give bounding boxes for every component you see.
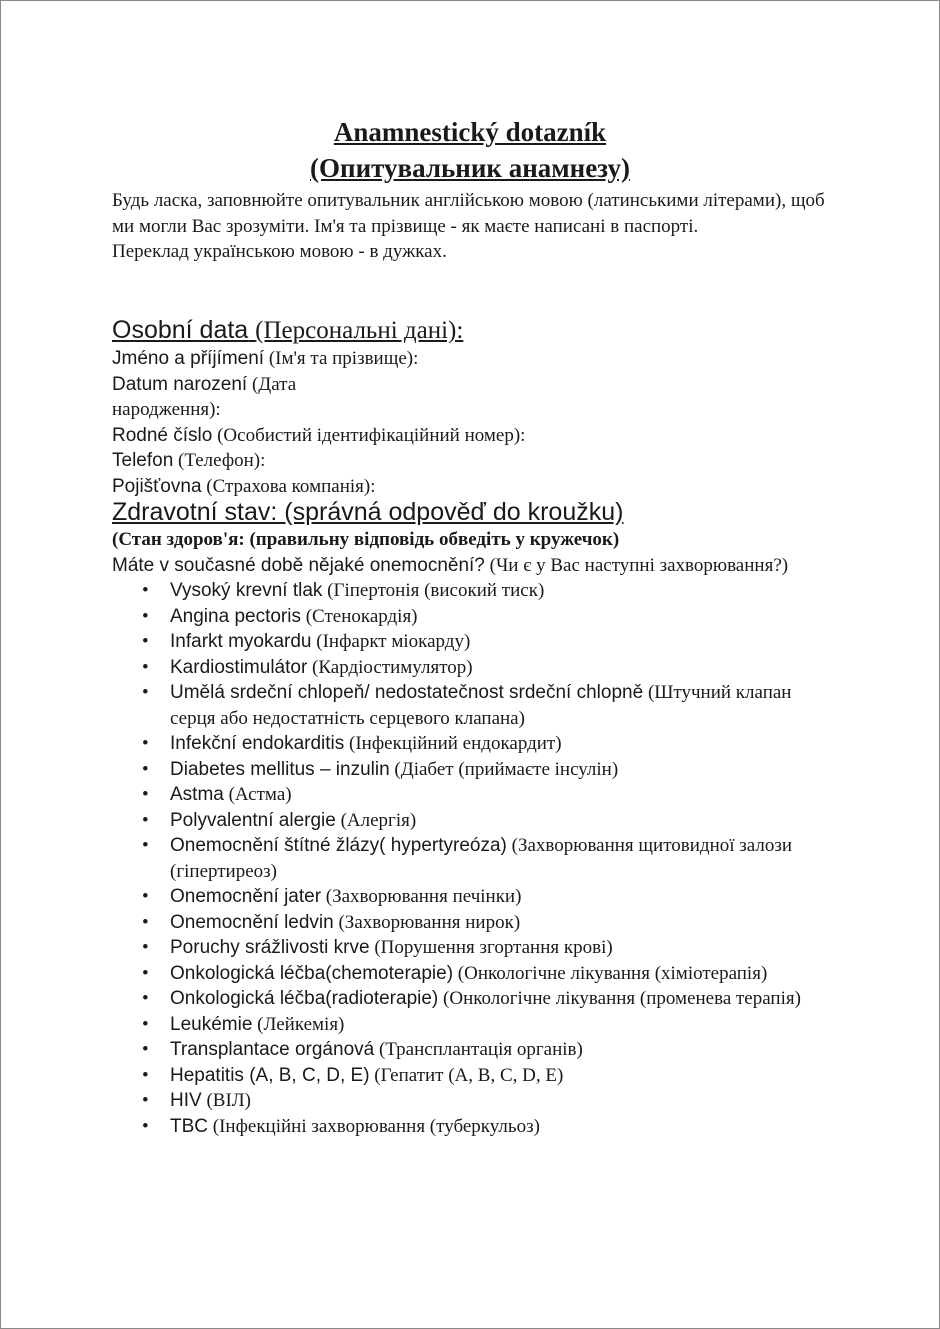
disease-item-uk: (Інфаркт міокарду)	[316, 631, 471, 652]
field-id-number	[112, 423, 852, 449]
disease-item[interactable]	[170, 655, 810, 681]
disease-item-cz: Diabetes mellitus – inzulin	[170, 758, 390, 780]
field-insurance-cz: Pojišťovna	[112, 475, 202, 497]
disease-item[interactable]	[170, 782, 810, 808]
field-birthdate-cont	[112, 397, 852, 423]
disease-item[interactable]	[170, 884, 810, 910]
disease-item-uk: (Порушення згортання крові)	[374, 937, 613, 958]
disease-item-uk: (Штучний клапан серця або недостатність серцевого клапана)	[170, 682, 792, 729]
disease-item-uk: (Захворювання печінки)	[325, 886, 522, 907]
disease-item[interactable]	[170, 1012, 810, 1038]
field-phone-cz: Telefon	[112, 450, 174, 471]
personal-data-heading	[112, 315, 852, 346]
disease-item[interactable]	[170, 604, 810, 630]
disease-item-uk: (Кардіостимулятор)	[312, 656, 473, 678]
disease-item-uk: (Захворювання щитовидної залози (гіпертиреоз)	[170, 835, 793, 882]
disease-item[interactable]	[170, 1037, 810, 1063]
disease-item-uk: (Інфекційні захворювання (туберкульоз)	[212, 1115, 540, 1137]
intro-translation-note: Переклад українською мовою - в дужках.	[112, 241, 447, 262]
disease-item-cz: Onkologická léčba(chemoterapie)	[170, 962, 454, 984]
document-title: Anamnestický dotazník	[333, 117, 607, 147]
disease-item-uk: (Онкологічне лікування (променева терапія)	[443, 988, 801, 1009]
form-body	[112, 315, 852, 1139]
intro-text	[112, 188, 832, 265]
disease-item-cz: Onemocnění štítné žlázy( hypertyreóza)	[170, 835, 507, 856]
field-insurance	[112, 474, 852, 500]
disease-item[interactable]	[170, 935, 810, 961]
disease-item-uk: (Астма)	[228, 784, 292, 805]
field-birthdate-uk: (Дата	[251, 373, 297, 395]
disease-item-cz: Poruchy srážlivosti krve	[170, 937, 370, 958]
field-insurance-uk: (Страхова компанія):	[206, 475, 376, 497]
field-phone-uk: (Телефон):	[178, 450, 266, 471]
disease-item-cz: Astma	[170, 784, 224, 805]
disease-item[interactable]	[170, 1063, 810, 1089]
disease-item[interactable]	[170, 680, 810, 731]
disease-item[interactable]	[170, 731, 810, 757]
disease-item-cz: Angina pectoris	[170, 605, 301, 627]
field-id-cz: Rodné číslo	[112, 424, 213, 446]
disease-item[interactable]	[170, 833, 810, 884]
disease-item-uk: (Захворювання нирок)	[338, 911, 521, 933]
field-name-uk: (Ім'я та прізвище):	[268, 348, 419, 369]
disease-item[interactable]	[170, 808, 810, 834]
health-status-heading: Zdravotní stav: (správná odpověď do kroužku)	[112, 498, 624, 526]
health-status-subheading: (Стан здоров'я: (правильну відповідь обведіть у кружечок)	[112, 529, 620, 550]
disease-list	[112, 578, 852, 1139]
disease-item-uk: (Гіпертонія (високий тиск)	[327, 580, 545, 601]
field-birthdate-cz: Datum narození	[112, 373, 248, 395]
disease-item-cz: Hepatitis (A, B, C, D, E)	[170, 1064, 370, 1086]
disease-item-cz: Umělá srdeční chlopeň/ nedostatečnost srdeční chlopně	[170, 682, 644, 703]
disease-item-cz: Infarkt myokardu	[170, 631, 312, 652]
health-question-cz: Máte v současné době nějaké onemocnění?	[112, 554, 485, 576]
disease-item-cz: Kardiostimulátor	[170, 656, 308, 678]
disease-item[interactable]	[170, 757, 810, 783]
field-phone	[112, 448, 852, 474]
disease-item[interactable]	[170, 629, 810, 655]
health-question	[112, 553, 852, 579]
disease-item-uk: (Гепатит (A, B, C, D, E)	[374, 1064, 564, 1086]
disease-item-uk: (Діабет (приймаєте інсулін)	[394, 758, 619, 780]
health-question-uk: (Чи є у Вас наступні захворювання?)	[489, 554, 789, 576]
disease-item-cz: HIV	[170, 1090, 202, 1111]
personal-heading-uk: (Персональні дані):	[255, 317, 464, 344]
personal-heading-cz: Osobní data	[112, 316, 249, 344]
disease-item[interactable]	[170, 1114, 810, 1140]
disease-item-uk: (Стенокардія)	[305, 605, 418, 627]
disease-item-cz: Leukémie	[170, 1013, 253, 1035]
field-birthdate-uk-cont: народження):	[112, 399, 221, 420]
disease-item-cz: Infekční endokarditis	[170, 733, 345, 754]
disease-item-cz: Onemocnění jater	[170, 886, 322, 907]
disease-item-cz: Onemocnění ledvin	[170, 911, 334, 933]
disease-item-uk: (Трансплантація органів)	[378, 1039, 583, 1060]
disease-item-cz: Transplantace orgánová	[170, 1039, 375, 1060]
intro-instructions: Будь ласка, заповнюйте опитувальник англійською мовою (латинськими літерами), щоб ми могли Вас зрозуміти. Ім'я та прізвище - як маєте написані в паспорті.	[112, 190, 825, 237]
disease-item-uk: (ВІЛ)	[206, 1090, 251, 1111]
disease-item[interactable]	[170, 910, 810, 936]
disease-item[interactable]	[170, 986, 810, 1012]
field-birthdate	[112, 372, 852, 398]
disease-item-uk: (Онкологічне лікування (хіміотерапія)	[457, 962, 768, 984]
disease-item-uk: (Інфекційний ендокардит)	[349, 733, 562, 754]
disease-item-cz: Vysoký krevní tlak	[170, 580, 323, 601]
document-subtitle: (Опитувальник анамнезу)	[310, 153, 630, 183]
disease-item-cz: Onkologická léčba(radioterapie)	[170, 988, 439, 1009]
field-name-cz: Jméno a příjímení	[112, 348, 265, 369]
field-name	[112, 346, 852, 372]
disease-item[interactable]	[170, 578, 810, 604]
disease-item-cz: TBC	[170, 1115, 208, 1137]
disease-item-cz: Polyvalentní alergie	[170, 809, 336, 831]
disease-item-uk: (Лейкемія)	[257, 1013, 345, 1035]
disease-item[interactable]	[170, 1088, 810, 1114]
field-id-uk: (Особистий ідентифікаційний номер):	[217, 424, 526, 446]
disease-item[interactable]	[170, 961, 810, 987]
disease-item-uk: (Алергія)	[340, 809, 417, 831]
